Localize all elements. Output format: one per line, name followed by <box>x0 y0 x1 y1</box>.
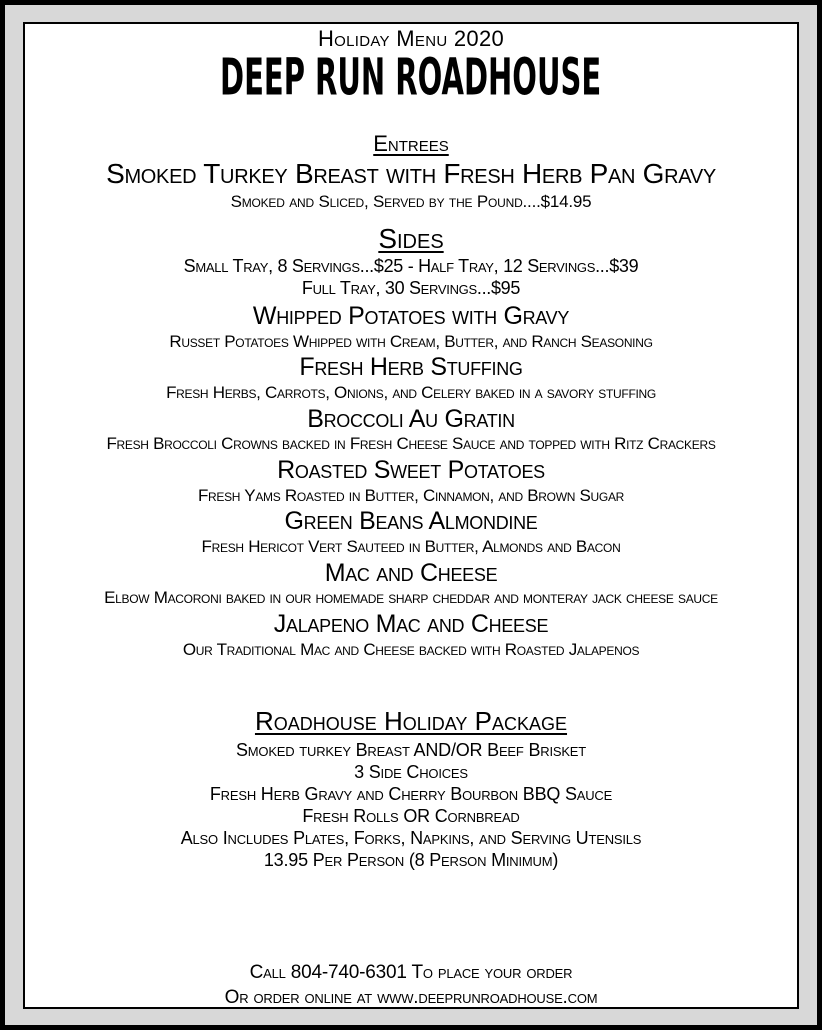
entrees-heading: Entrees <box>373 131 449 157</box>
entrees-section <box>25 131 797 211</box>
menu-header <box>25 26 797 107</box>
menu-page <box>23 22 799 1009</box>
side-item-name: Green Beans Almondine <box>284 507 538 536</box>
side-item-description: Fresh Hericot Vert Sauteed in Butter, Almonds and Bacon <box>201 536 621 556</box>
side-item-description: Fresh Broccoli Crowns backed in Fresh Cheese Sauce and topped with Ritz Crackers <box>106 434 716 454</box>
sides-pricing-line-2: Full Tray, 30 Servings...$95 <box>301 278 521 299</box>
package-line: Also Includes Plates, Forks, Napkins, and Serving Utensils <box>180 828 642 849</box>
package-line: Smoked turkey Breast AND/OR Beef Brisket <box>235 740 587 761</box>
side-item-name: Fresh Herb Stuffing <box>299 353 523 382</box>
entree-name: Smoked Turkey Breast with Fresh Herb Pan Gravy <box>106 157 716 189</box>
package-line: Fresh Herb Gravy and Cherry Bourbon BBQ Sauce <box>209 784 613 805</box>
side-item-description: Fresh Yams Roasted in Butter, Cinnamon, and Brown Sugar <box>197 485 625 505</box>
sides-section <box>25 222 797 659</box>
side-item <box>25 508 797 555</box>
holiday-package-section <box>25 707 797 869</box>
sides-pricing-line-1: Small Tray, 8 Servings...$25 - Half Tray, 12 Servings...$39 <box>183 256 639 277</box>
side-item <box>25 611 797 658</box>
side-item <box>25 354 797 401</box>
side-item-name: Roasted Sweet Potatoes <box>277 456 545 485</box>
brand-logo-row <box>25 47 797 107</box>
side-item-description: Our Traditional Mac and Cheese backed with Roasted Jalapenos <box>182 639 640 659</box>
footer-phone-line: Call 804-740-6301 To place your order <box>249 962 573 984</box>
side-item-name: Whipped Potatoes with Gravy <box>252 302 570 331</box>
side-item-description: Elbow Macoroni baked in our homemade sharp cheddar and monteray jack cheese sauce <box>104 588 718 608</box>
package-line: Fresh Rolls OR Cornbread <box>302 806 520 827</box>
side-item-description: Fresh Herbs, Carrots, Onions, and Celery baked in a savory stuffing <box>166 382 656 402</box>
side-item <box>25 457 797 504</box>
side-item-name: Broccoli Au Gratin <box>307 404 515 433</box>
order-info-footer <box>25 963 797 1009</box>
side-item <box>25 303 797 350</box>
sides-heading: Sides <box>378 222 444 254</box>
entree-item <box>25 157 797 212</box>
menu-title: Holiday Menu 2020 <box>317 26 505 51</box>
brand-logo: DEEP RUN ROADHOUSE <box>220 47 602 107</box>
side-item-name: Mac and Cheese <box>324 558 498 587</box>
package-line: 3 Side Choices <box>354 762 468 783</box>
side-item <box>25 406 797 453</box>
package-line: 13.95 Per Person (8 Person Minimum) <box>263 850 559 871</box>
side-item-name: Jalapeno Mac and Cheese <box>273 610 549 639</box>
entree-description: Smoked and Sliced, Served by the Pound....$14.95 <box>230 192 592 212</box>
footer-website-line: Or order online at www.deeprunroadhouse.com <box>224 987 598 1009</box>
side-item-description: Russet Potatoes Whipped with Cream, Butter, and Ranch Seasoning <box>169 331 653 351</box>
holiday-package-heading: Roadhouse Holiday Package <box>254 706 568 737</box>
side-item <box>25 560 797 607</box>
